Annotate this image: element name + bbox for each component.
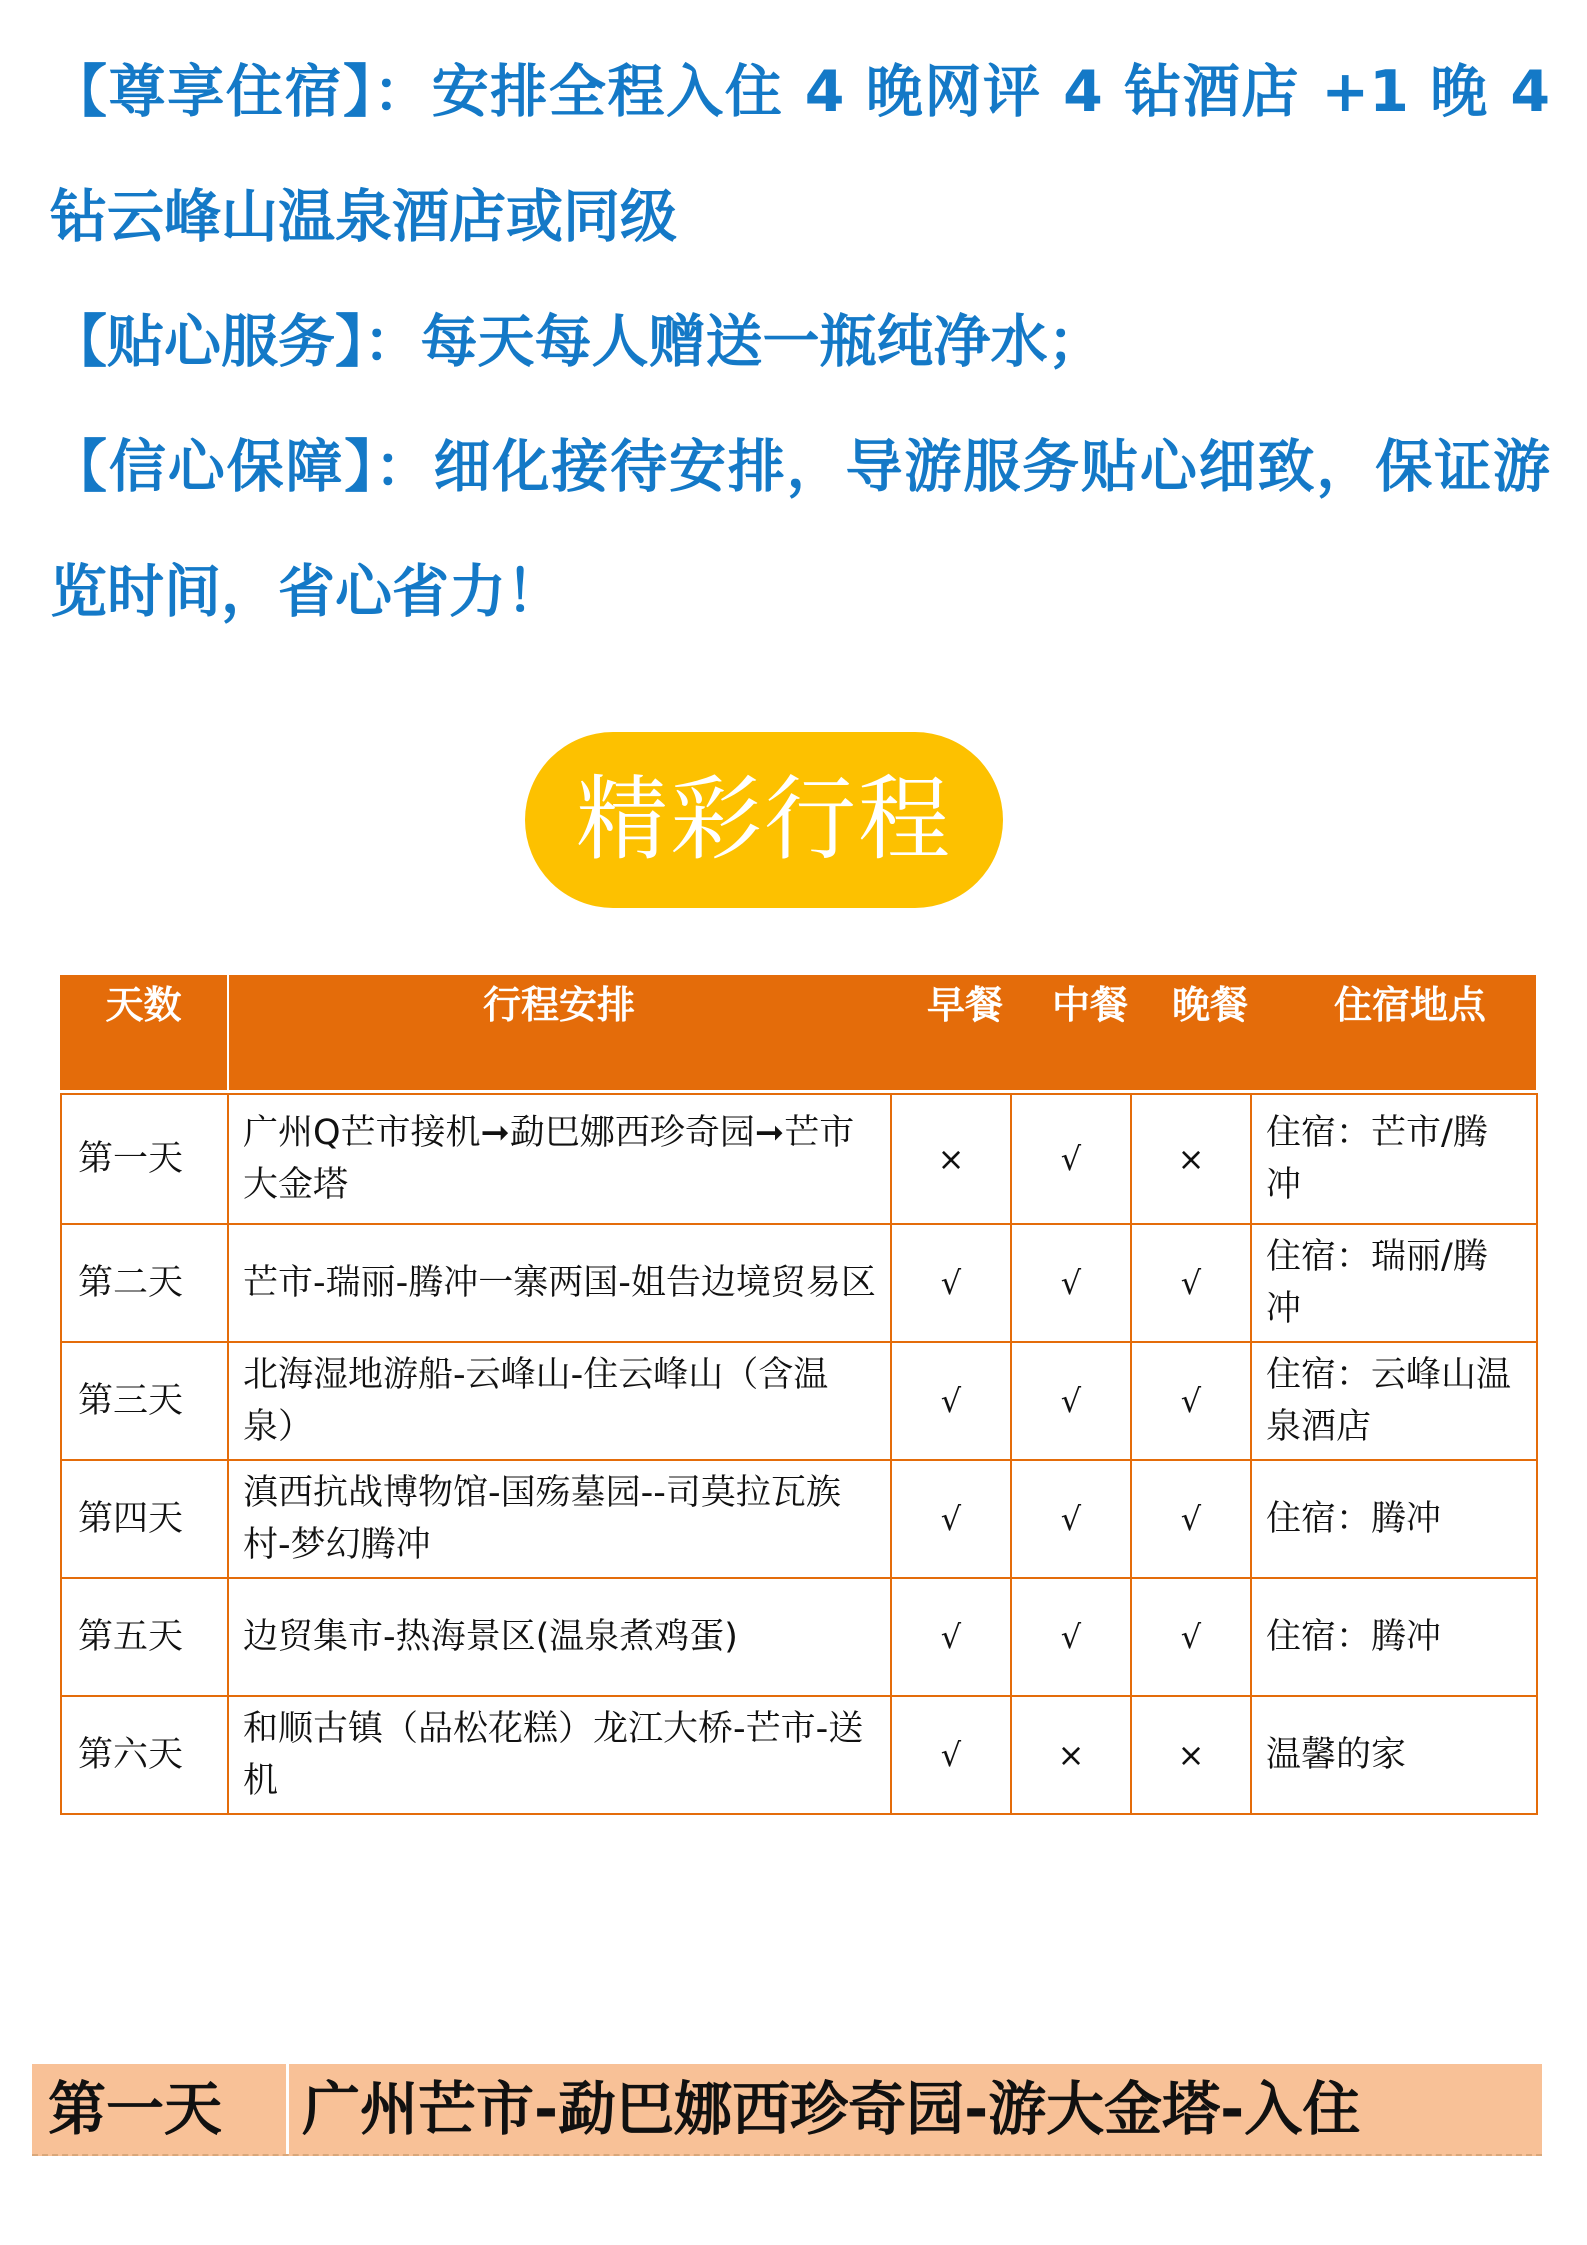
section-title: 精彩行程: [575, 766, 952, 873]
cell-lunch: √: [1011, 1094, 1131, 1224]
cell-dinner: √: [1131, 1342, 1251, 1460]
cell-lunch: √: [1011, 1460, 1131, 1578]
header-lunch: 中餐: [1051, 983, 1128, 1027]
cell-breakfast: √: [891, 1224, 1011, 1342]
cell-breakfast: √: [891, 1342, 1011, 1460]
cell-route: 和顺古镇（品松花糕）龙江大桥-芒市-送机: [228, 1696, 891, 1814]
cell-lodging: 住宿：云峰山温泉酒店: [1251, 1342, 1537, 1460]
header-route: 行程安排: [482, 983, 635, 1027]
cell-day: 第一天: [61, 1094, 228, 1224]
feature-service: 【贴心服务】：每天每人赠送一瓶纯净水；: [50, 309, 1105, 375]
cell-lodging: 温馨的家: [1251, 1696, 1537, 1814]
cell-lunch: √: [1011, 1224, 1131, 1342]
cell-lunch: √: [1011, 1578, 1131, 1696]
cell-route: 芒市-瑞丽-腾冲一寨两国-姐告边境贸易区: [228, 1224, 891, 1342]
cell-day: 第五天: [61, 1578, 228, 1696]
cell-dinner: √: [1131, 1460, 1251, 1578]
header-day: 天数: [105, 983, 182, 1027]
day-banner-divider: [286, 2064, 289, 2154]
cell-breakfast: √: [891, 1578, 1011, 1696]
cell-lunch: ×: [1011, 1696, 1131, 1814]
itinerary-table: [60, 1093, 1538, 1815]
table-row: [61, 1578, 1537, 1696]
cell-route: 北海湿地游船-云峰山-住云峰山（含温泉）: [228, 1342, 891, 1460]
day-one-title: 广州芒市-勐巴娜西珍奇园-游大金塔-入住: [302, 2075, 1361, 2143]
cell-breakfast: √: [891, 1696, 1011, 1814]
cell-lunch: √: [1011, 1342, 1131, 1460]
cell-breakfast: ×: [891, 1094, 1011, 1224]
cell-dinner: ×: [1131, 1696, 1251, 1814]
feature-assurance: 【信心保障】：细化接待安排，导游服务贴心细致，保证游览时间，省心省力！: [50, 434, 1550, 625]
table-header: [60, 975, 1536, 1090]
table-row: [61, 1342, 1537, 1460]
cell-day: 第二天: [61, 1224, 228, 1342]
cell-dinner: √: [1131, 1224, 1251, 1342]
cell-breakfast: √: [891, 1460, 1011, 1578]
cell-day: 第六天: [61, 1696, 228, 1814]
cell-lodging: 住宿：瑞丽/腾冲: [1251, 1224, 1537, 1342]
cell-dinner: ×: [1131, 1094, 1251, 1224]
table-row: [61, 1094, 1537, 1224]
cell-route: 广州Q芒市接机➞勐巴娜西珍奇园➞芒市大金塔: [228, 1094, 891, 1224]
day-one-label: 第一天: [48, 2075, 223, 2143]
cell-lodging: 住宿：腾冲: [1251, 1460, 1537, 1578]
day-one-banner: [32, 2064, 1542, 2156]
section-title-badge: [525, 732, 1003, 908]
cell-day: 第四天: [61, 1460, 228, 1578]
cell-lodging: 住宿：腾冲: [1251, 1578, 1537, 1696]
table-row: [61, 1460, 1537, 1578]
cell-route: 边贸集市-热海景区(温泉煮鸡蛋): [228, 1578, 891, 1696]
cell-dinner: √: [1131, 1578, 1251, 1696]
cell-lodging: 住宿：芒市/腾冲: [1251, 1094, 1537, 1224]
header-lodging: 住宿地点: [1333, 983, 1486, 1027]
feature-premium-lodging: 【尊享住宿】：安排全程入住 4 晚网评 4 钻酒店 +1 晚 4 钻云峰山温泉酒店或同级: [50, 59, 1550, 250]
cell-day: 第三天: [61, 1342, 228, 1460]
header-breakfast: 早餐: [926, 983, 1003, 1027]
table-row: [61, 1696, 1537, 1814]
cell-route: 滇西抗战博物馆-国殇墓园--司莫拉瓦族村-梦幻腾冲: [228, 1460, 891, 1578]
header-dinner: 晚餐: [1171, 983, 1248, 1027]
table-row: [61, 1224, 1537, 1342]
